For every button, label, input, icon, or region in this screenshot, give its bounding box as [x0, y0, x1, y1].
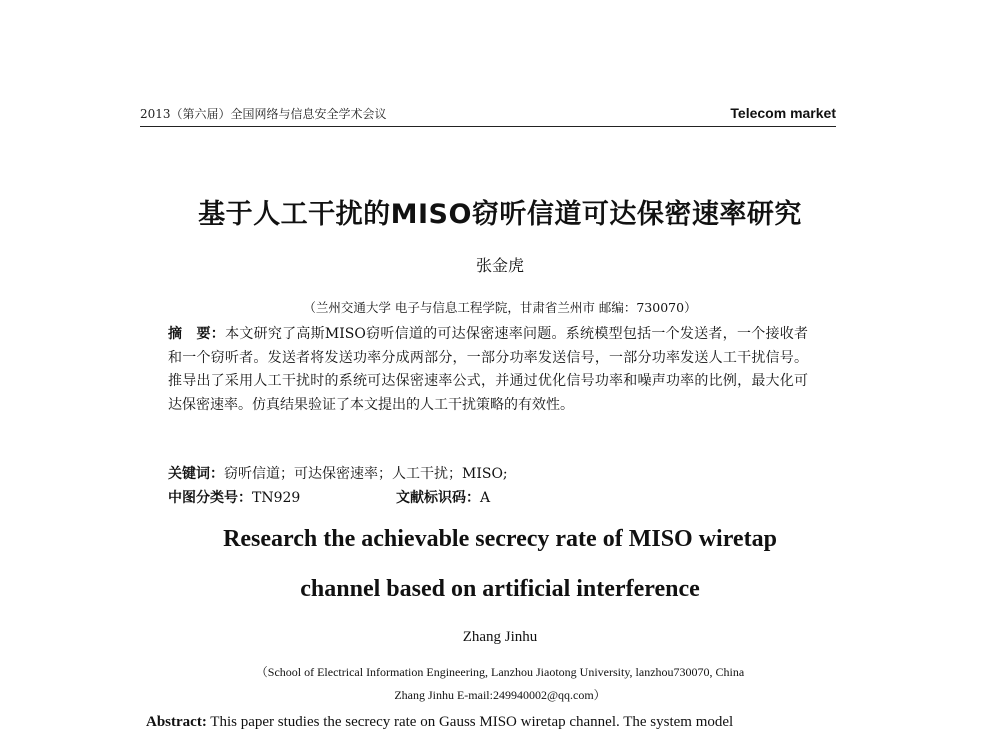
document-code [396, 487, 490, 509]
clc-label: 中图分类号： [168, 490, 252, 506]
keywords-zh-text: 窃听信道；可达保密速率；人工干扰；MISO; [224, 466, 508, 482]
abstract-en-label: Abstract: [146, 714, 207, 730]
affiliation-zh: （兰州交通大学 电子与信息工程学院，甘肃省兰州市 邮编：730070） [303, 300, 697, 315]
journal-name: Telecom market [730, 105, 836, 121]
doc-code-value: A [480, 490, 491, 506]
author-name-en: Zhang Jinhu [462, 629, 538, 645]
paper-title-en-line1: Research the achievable secrecy rate of MISO wiretap [223, 526, 777, 552]
keywords-zh [168, 463, 508, 485]
abstract-zh [168, 323, 808, 417]
keywords-zh-label: 关键词： [168, 466, 224, 482]
conference-name: 2013（第六届）全国网络与信息安全学术会议 [140, 107, 387, 121]
abstract-en-text: This paper studies the secrecy rate on Gauss MISO wiretap channel. The system model [206, 714, 734, 730]
doc-code-label: 文献标识码： [396, 490, 480, 506]
paper-title-en-line2: channel based on artificial interference [300, 576, 700, 602]
classification-line [168, 487, 808, 509]
abstract-zh-label: 摘 要： [168, 326, 226, 342]
abstract-en [146, 712, 846, 732]
clc-value: TN929 [252, 490, 301, 506]
affiliation-en-line2: Zhang Jinhu E-mail:249940002@qq.com） [394, 688, 606, 702]
abstract-zh-text: 本文研究了高斯MISO窃听信道的可达保密速率问题。系统模型包括一个发送者，一个接收者和一个窃听者。发送者将发送功率分成两部分，一部分功率发送信号，一部分功率发送人工干扰信号。推导出了采用人工干扰时的系统可达保密速率公式，并通过优化信号功率和噪声功率的比例，最大化可达保密速率。仿真结果验证了本文提出的人工干扰策略的有效性。 [168, 326, 809, 413]
affiliation-en-line1: （School of Electrical Information Engineering, Lanzhou Jiaotong University, lanzhou730070, China [255, 665, 745, 679]
author-name-zh: 张金虎 [475, 256, 524, 275]
running-header [140, 106, 836, 127]
paper-title-zh: 基于人工干扰的MISO窃听信道可达保密速率研究 [198, 199, 802, 230]
